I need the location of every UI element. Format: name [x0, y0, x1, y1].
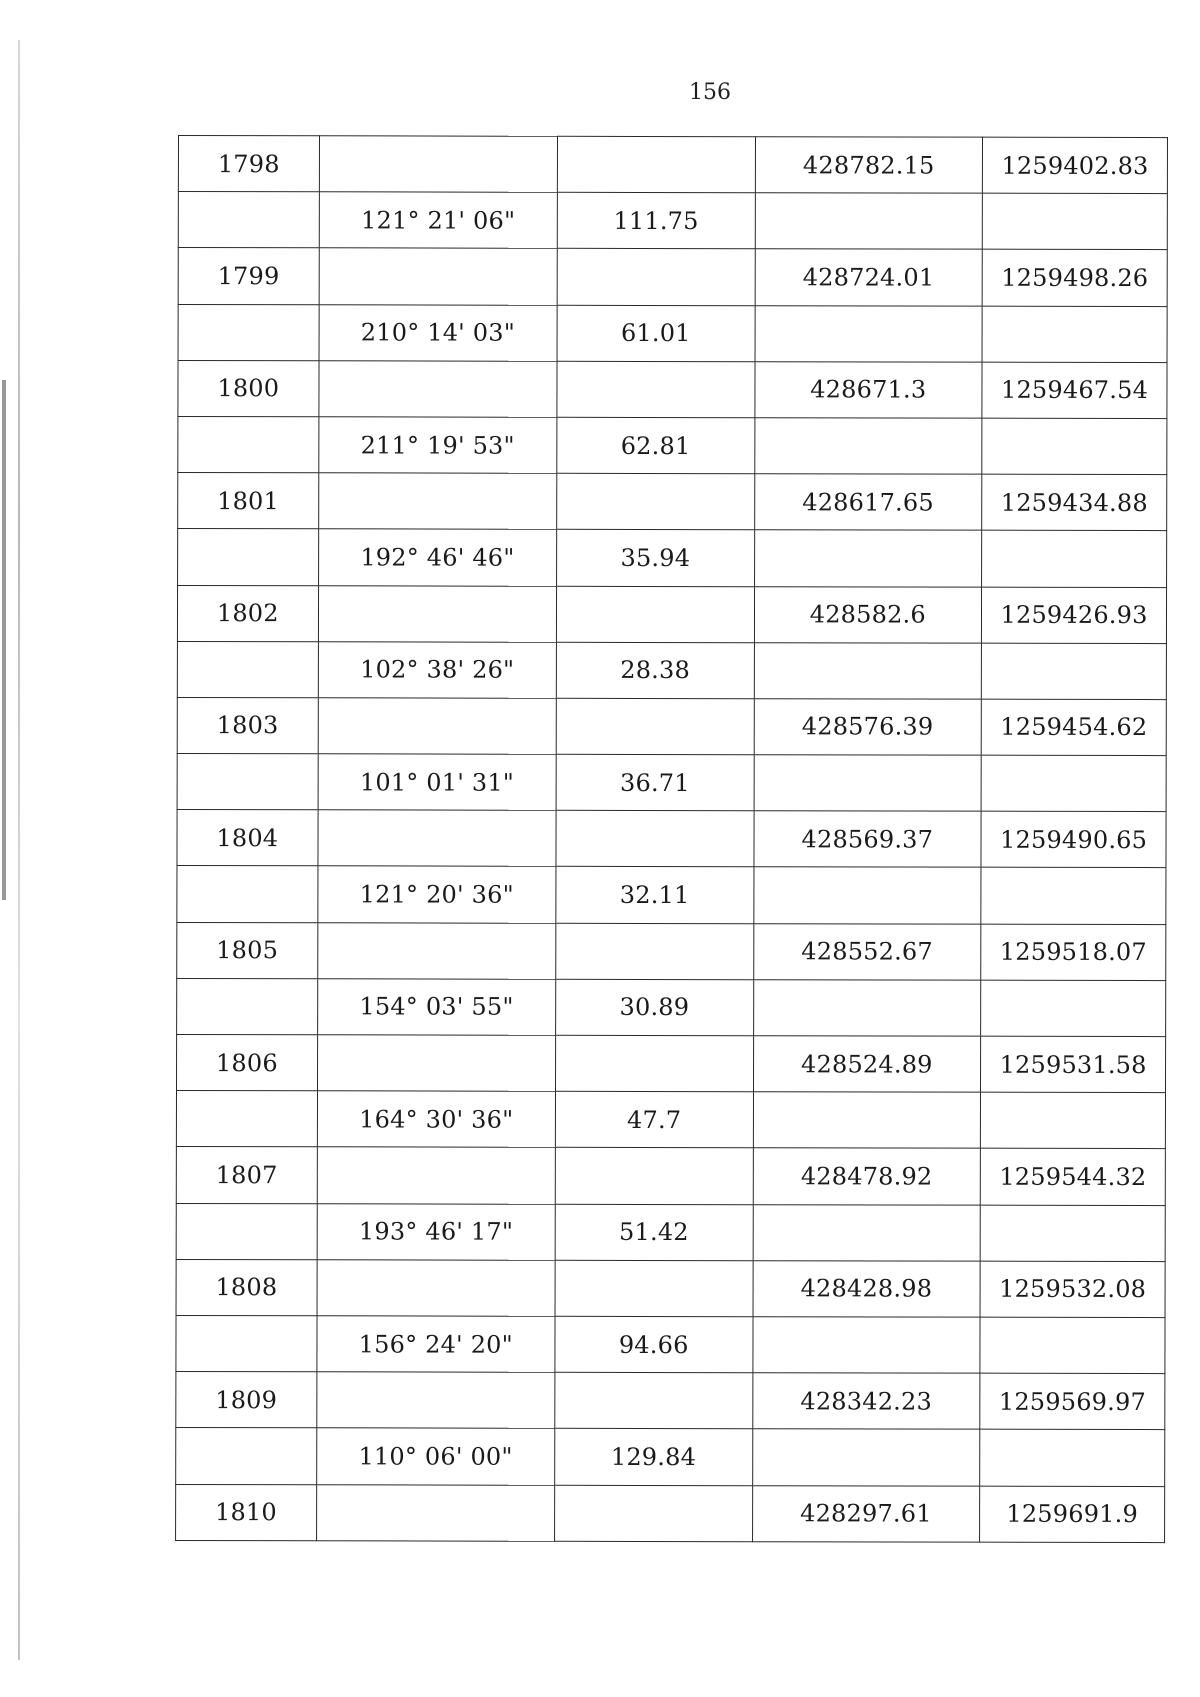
station-row [176, 1484, 1165, 1542]
northing-cell [753, 980, 981, 1037]
traverse-table [175, 135, 1168, 1543]
northing-cell: 428782.15 [755, 137, 983, 194]
northing-cell [753, 1204, 981, 1261]
northing-cell: 428569.37 [753, 811, 981, 868]
easting-cell [982, 193, 1167, 250]
course-row [177, 866, 1166, 924]
course-row [178, 304, 1167, 362]
station-cell: 1799 [178, 248, 319, 304]
distance-cell: 111.75 [557, 192, 755, 249]
northing-cell [754, 530, 982, 587]
station-cell [178, 304, 319, 360]
easting-cell [981, 643, 1166, 700]
easting-cell [980, 1205, 1165, 1262]
easting-cell [980, 1429, 1165, 1486]
distance-cell [556, 698, 754, 755]
northing-cell: 428576.39 [754, 699, 982, 756]
distance-cell: 51.42 [555, 1204, 753, 1261]
bearing-cell: 210° 14' 03" [319, 304, 557, 361]
distance-cell [556, 811, 754, 868]
easting-cell: 1259531.58 [981, 1036, 1166, 1093]
northing-cell [753, 867, 981, 924]
distance-cell [555, 1372, 753, 1429]
bearing-cell: 110° 06' 00" [316, 1428, 554, 1485]
distance-cell [556, 923, 754, 980]
distance-cell: 32.11 [556, 867, 754, 924]
easting-cell [980, 1317, 1165, 1374]
distance-cell [557, 473, 755, 530]
easting-cell [981, 868, 1166, 925]
distance-cell [557, 249, 755, 306]
station-cell [178, 416, 319, 472]
northing-cell [755, 305, 983, 362]
easting-cell: 1259467.54 [982, 362, 1167, 419]
station-row [176, 1147, 1165, 1205]
distance-cell: 30.89 [556, 979, 754, 1036]
bearing-cell: 164° 30' 36" [317, 1091, 555, 1148]
bearing-cell [317, 1035, 555, 1092]
station-cell: 1801 [178, 473, 319, 529]
scan-edge-shadow [2, 380, 6, 900]
distance-cell: 47.7 [555, 1091, 753, 1148]
station-row [177, 585, 1166, 643]
station-row [176, 1372, 1165, 1430]
northing-cell [752, 1429, 980, 1486]
bearing-cell [318, 473, 556, 530]
easting-cell: 1259498.26 [982, 250, 1167, 307]
easting-cell: 1259402.83 [983, 137, 1168, 194]
distance-cell [556, 586, 754, 643]
station-cell: 1798 [178, 136, 319, 192]
course-row [178, 529, 1167, 587]
traverse-table-body [176, 136, 1168, 1543]
station-cell: 1808 [176, 1259, 317, 1315]
northing-cell: 428617.65 [754, 474, 982, 531]
station-cell [177, 866, 318, 922]
bearing-cell [317, 1260, 555, 1317]
northing-cell: 428524.89 [753, 1036, 981, 1093]
station-row [177, 922, 1166, 980]
station-row [178, 136, 1167, 194]
station-row [178, 248, 1167, 306]
station-cell: 1800 [178, 360, 319, 416]
distance-cell: 129.84 [555, 1429, 753, 1486]
northing-cell: 428297.61 [752, 1485, 980, 1542]
distance-cell: 94.66 [555, 1316, 753, 1373]
bearing-cell: 121° 21' 06" [319, 192, 557, 249]
distance-cell [555, 1148, 753, 1205]
station-row [176, 1259, 1165, 1317]
northing-cell: 428428.98 [753, 1260, 981, 1317]
page-number: 156 [689, 80, 731, 105]
distance-cell [555, 1485, 753, 1542]
easting-cell [982, 530, 1167, 587]
bearing-cell: 121° 20' 36" [318, 866, 556, 923]
bearing-cell [316, 1484, 554, 1541]
bearing-cell [318, 810, 556, 867]
bearing-cell [319, 361, 557, 418]
distance-cell [555, 1035, 753, 1092]
station-cell [177, 978, 318, 1034]
northing-cell: 428582.6 [754, 586, 982, 643]
scan-edge-line [18, 40, 20, 1660]
station-cell [177, 641, 318, 697]
station-cell: 1802 [177, 585, 318, 641]
northing-cell [754, 418, 982, 475]
station-cell: 1806 [176, 1034, 317, 1090]
easting-cell: 1259532.08 [980, 1261, 1165, 1318]
easting-cell [982, 418, 1167, 475]
distance-cell: 28.38 [556, 642, 754, 699]
station-cell [176, 1428, 317, 1484]
easting-cell [982, 306, 1167, 363]
easting-cell: 1259518.07 [981, 924, 1166, 981]
easting-cell: 1259490.65 [981, 811, 1166, 868]
distance-cell: 36.71 [556, 754, 754, 811]
station-cell: 1804 [177, 810, 318, 866]
station-cell [178, 529, 319, 585]
northing-cell: 428724.01 [755, 249, 983, 306]
station-cell [176, 1203, 317, 1259]
distance-cell [555, 1260, 753, 1317]
northing-cell [755, 193, 983, 250]
bearing-cell: 101° 01' 31" [318, 754, 556, 811]
bearing-cell [319, 136, 557, 193]
easting-cell [981, 980, 1166, 1037]
northing-cell: 428342.23 [752, 1373, 980, 1430]
station-cell: 1803 [177, 697, 318, 753]
station-cell [178, 192, 319, 248]
distance-cell: 62.81 [557, 417, 755, 474]
course-row [176, 1091, 1165, 1149]
course-row [176, 1428, 1165, 1486]
northing-cell [754, 642, 982, 699]
bearing-cell [319, 248, 557, 305]
station-row [178, 360, 1167, 418]
distance-cell [557, 361, 755, 418]
station-row [177, 810, 1166, 868]
bearing-cell [317, 922, 555, 979]
course-row [178, 192, 1167, 250]
bearing-cell [318, 698, 556, 755]
bearing-cell [317, 1147, 555, 1204]
easting-cell: 1259691.9 [980, 1486, 1165, 1543]
bearing-cell: 156° 24' 20" [317, 1316, 555, 1373]
easting-cell [981, 1092, 1166, 1149]
bearing-cell [318, 585, 556, 642]
station-cell: 1809 [176, 1372, 317, 1428]
course-row [176, 1203, 1165, 1261]
station-cell: 1805 [177, 922, 318, 978]
station-cell: 1810 [176, 1484, 317, 1540]
course-row [177, 754, 1166, 812]
station-row [176, 1034, 1165, 1092]
station-cell [176, 1091, 317, 1147]
station-cell: 1807 [176, 1147, 317, 1203]
bearing-cell: 192° 46' 46" [318, 529, 556, 586]
easting-cell: 1259434.88 [982, 474, 1167, 531]
easting-cell [981, 755, 1166, 812]
bearing-cell: 154° 03' 55" [317, 979, 555, 1036]
northing-cell [754, 755, 982, 812]
bearing-cell: 102° 38' 26" [318, 641, 556, 698]
northing-cell [753, 1092, 981, 1149]
northing-cell: 428478.92 [753, 1148, 981, 1205]
northing-cell [752, 1317, 980, 1374]
bearing-cell: 193° 46' 17" [317, 1203, 555, 1260]
station-row [178, 473, 1167, 531]
distance-cell: 61.01 [557, 305, 755, 362]
station-cell [177, 754, 318, 810]
easting-cell: 1259426.93 [982, 587, 1167, 644]
easting-cell: 1259454.62 [981, 699, 1166, 756]
distance-cell: 35.94 [557, 530, 755, 587]
northing-cell: 428671.3 [754, 361, 982, 418]
northing-cell: 428552.67 [753, 923, 981, 980]
course-row [178, 416, 1167, 474]
course-row [177, 641, 1166, 699]
course-row [177, 978, 1166, 1036]
easting-cell: 1259544.32 [980, 1149, 1165, 1206]
bearing-cell [316, 1372, 554, 1429]
station-cell [176, 1315, 317, 1371]
station-row [177, 697, 1166, 755]
course-row [176, 1315, 1165, 1373]
easting-cell: 1259569.97 [980, 1373, 1165, 1430]
bearing-cell: 211° 19' 53" [318, 417, 556, 474]
distance-cell [557, 136, 755, 193]
